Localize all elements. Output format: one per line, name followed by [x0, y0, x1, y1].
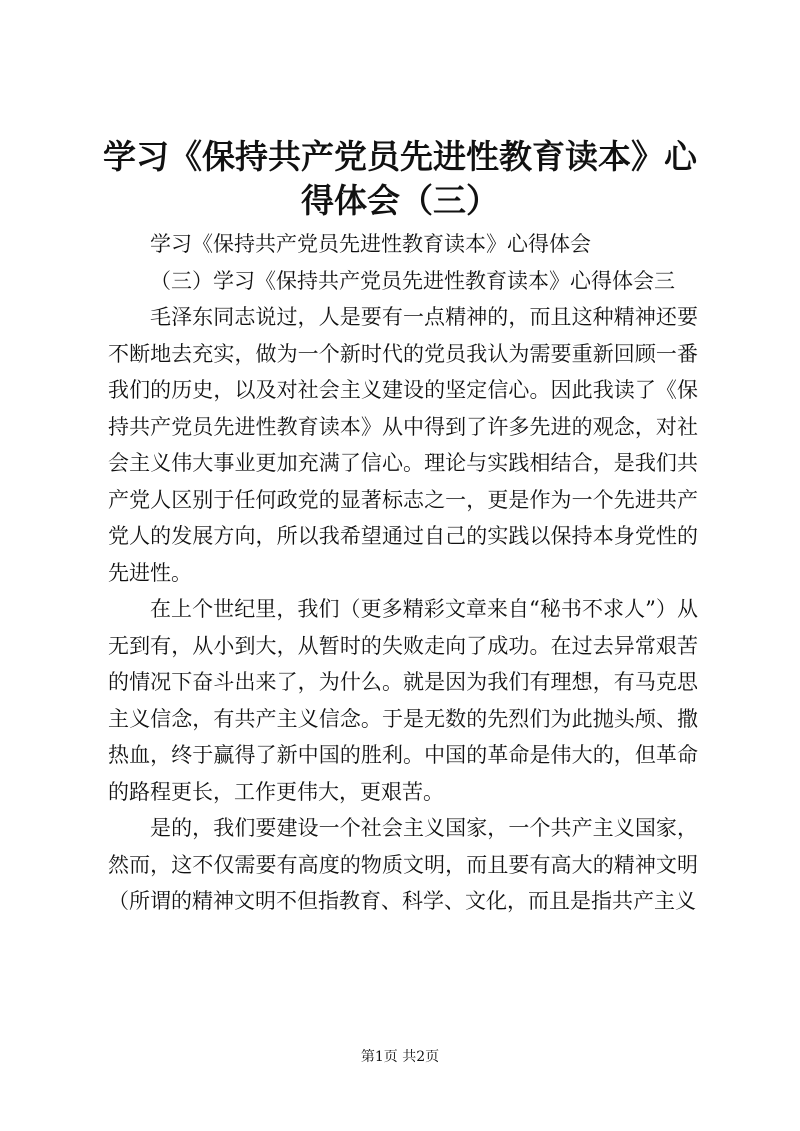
paragraph: （三）学习《保持共产党员先进性教育读本》心得体会三	[150, 268, 675, 293]
document-body	[108, 226, 698, 920]
paragraph: 在上个世纪里，我们（更多精彩文章来自“秘书不求人”）从无到有，从小到大，从暂时的失败走向了成功。在过去异常艰苦的情况下奋斗出来了，为什么。就是因为我们有理想，有马克思主义信念，有共产主义信念。于是无数的先烈们为此抛头颅、撒热血，终于赢得了新中国的胜利。中国的革命是伟大的，但革命的路程更长，工作更伟大，更艰苦。	[108, 597, 698, 804]
document-title: 学习《保持共产党员先进性教育读本》心得体会（三）	[103, 137, 697, 220]
paragraph: 学习《保持共产党员先进性教育读本》心得体会	[150, 232, 591, 256]
paragraph: 毛泽东同志说过，人是要有一点精神的，而且这种精神还要不断地去充实，做为一个新时代的党员我认为需要重新回顾一番我们的历史，以及对社会主义建设的坚定信心。因此我读了《保持共产党员先进性教育读本》从中得到了许多先进的观念，对社会主义伟大事业更加充满了信心。理论与实践相结合，是我们共产党人区别于任何政党的显著标志之一，更是作为一个先进共产党人的发展方向，所以我希望通过自己的实践以保持本身党性的先进性。	[108, 305, 698, 585]
page-footer: 第1页 共2页	[360, 1049, 440, 1065]
paragraph: 是的，我们要建设一个社会主义国家，一个共产主义国家，然而，这不仅需要有高度的物质文明，而且要有高大的精神文明（所谓的精神文明不但指教育、科学、文化，而且是指共产主义	[108, 816, 698, 913]
